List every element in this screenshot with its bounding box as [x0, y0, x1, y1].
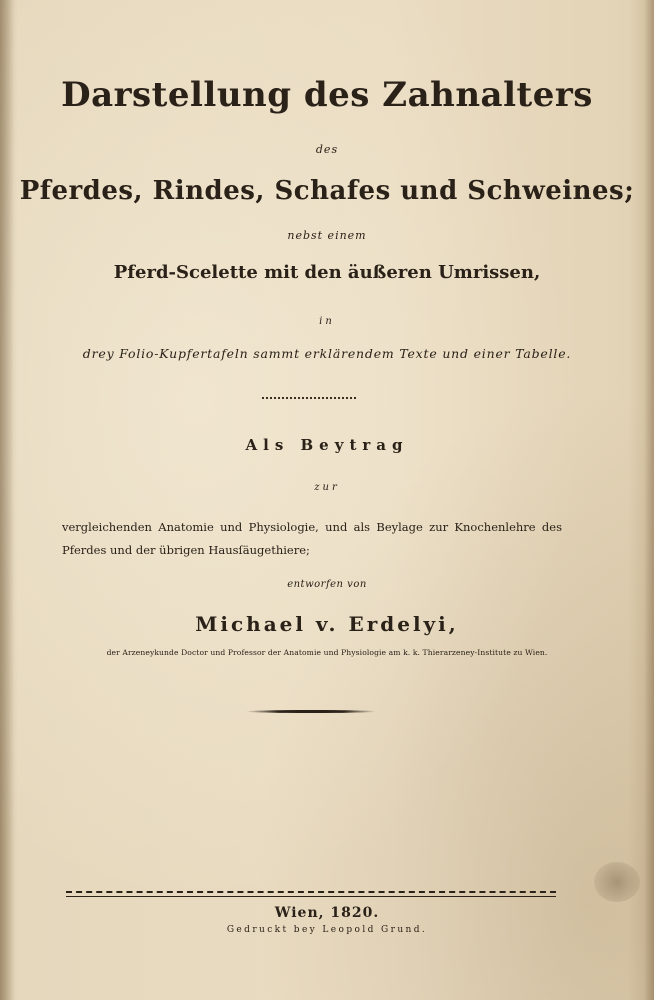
connector-zur: zur	[314, 482, 340, 493]
contribution-heading: Als Beytrag	[245, 436, 409, 454]
animals-title: Pferdes, Rindes, Schafes und Schweines;	[19, 176, 635, 206]
skeleton-title: Pferd-Scelette mit den äußeren Umrissen,	[113, 262, 541, 283]
purpose-text: vergleichenden Anatomie und Physiologie, und als Beylage zur Knochenlehre des Pferdes und der übrigen Hausſäugethiere;	[62, 520, 562, 557]
connector-in: in	[319, 316, 335, 327]
author-name: Michael v. Erdelyi,	[195, 612, 459, 636]
imprint-rule-solid	[66, 896, 556, 897]
connector-des: des	[315, 143, 339, 156]
paper-stain	[594, 862, 640, 902]
designed-by: entworfen von	[287, 579, 367, 590]
imprint-place-date: Wien, 1820.	[274, 905, 380, 921]
main-title: Darstellung des Zahnalters	[61, 75, 593, 115]
imprint-printer: Gedruckt bey Leopold Grund.	[226, 925, 428, 935]
author-affiliation: der Arzeneykunde Doctor und Professor der Anatomie und Physiologie am k. k. Thierarzeney-Institute zu Wien.	[106, 648, 548, 657]
ornamental-rule	[246, 710, 376, 713]
connector-nebst: nebst einem	[287, 229, 367, 242]
dotted-ornament-divider	[262, 397, 356, 399]
imprint-rule-dashed	[66, 891, 556, 893]
plates-description: drey Folio-Kupfertafeln sammt erklärendem Texte und einer Tabelle.	[82, 346, 572, 361]
